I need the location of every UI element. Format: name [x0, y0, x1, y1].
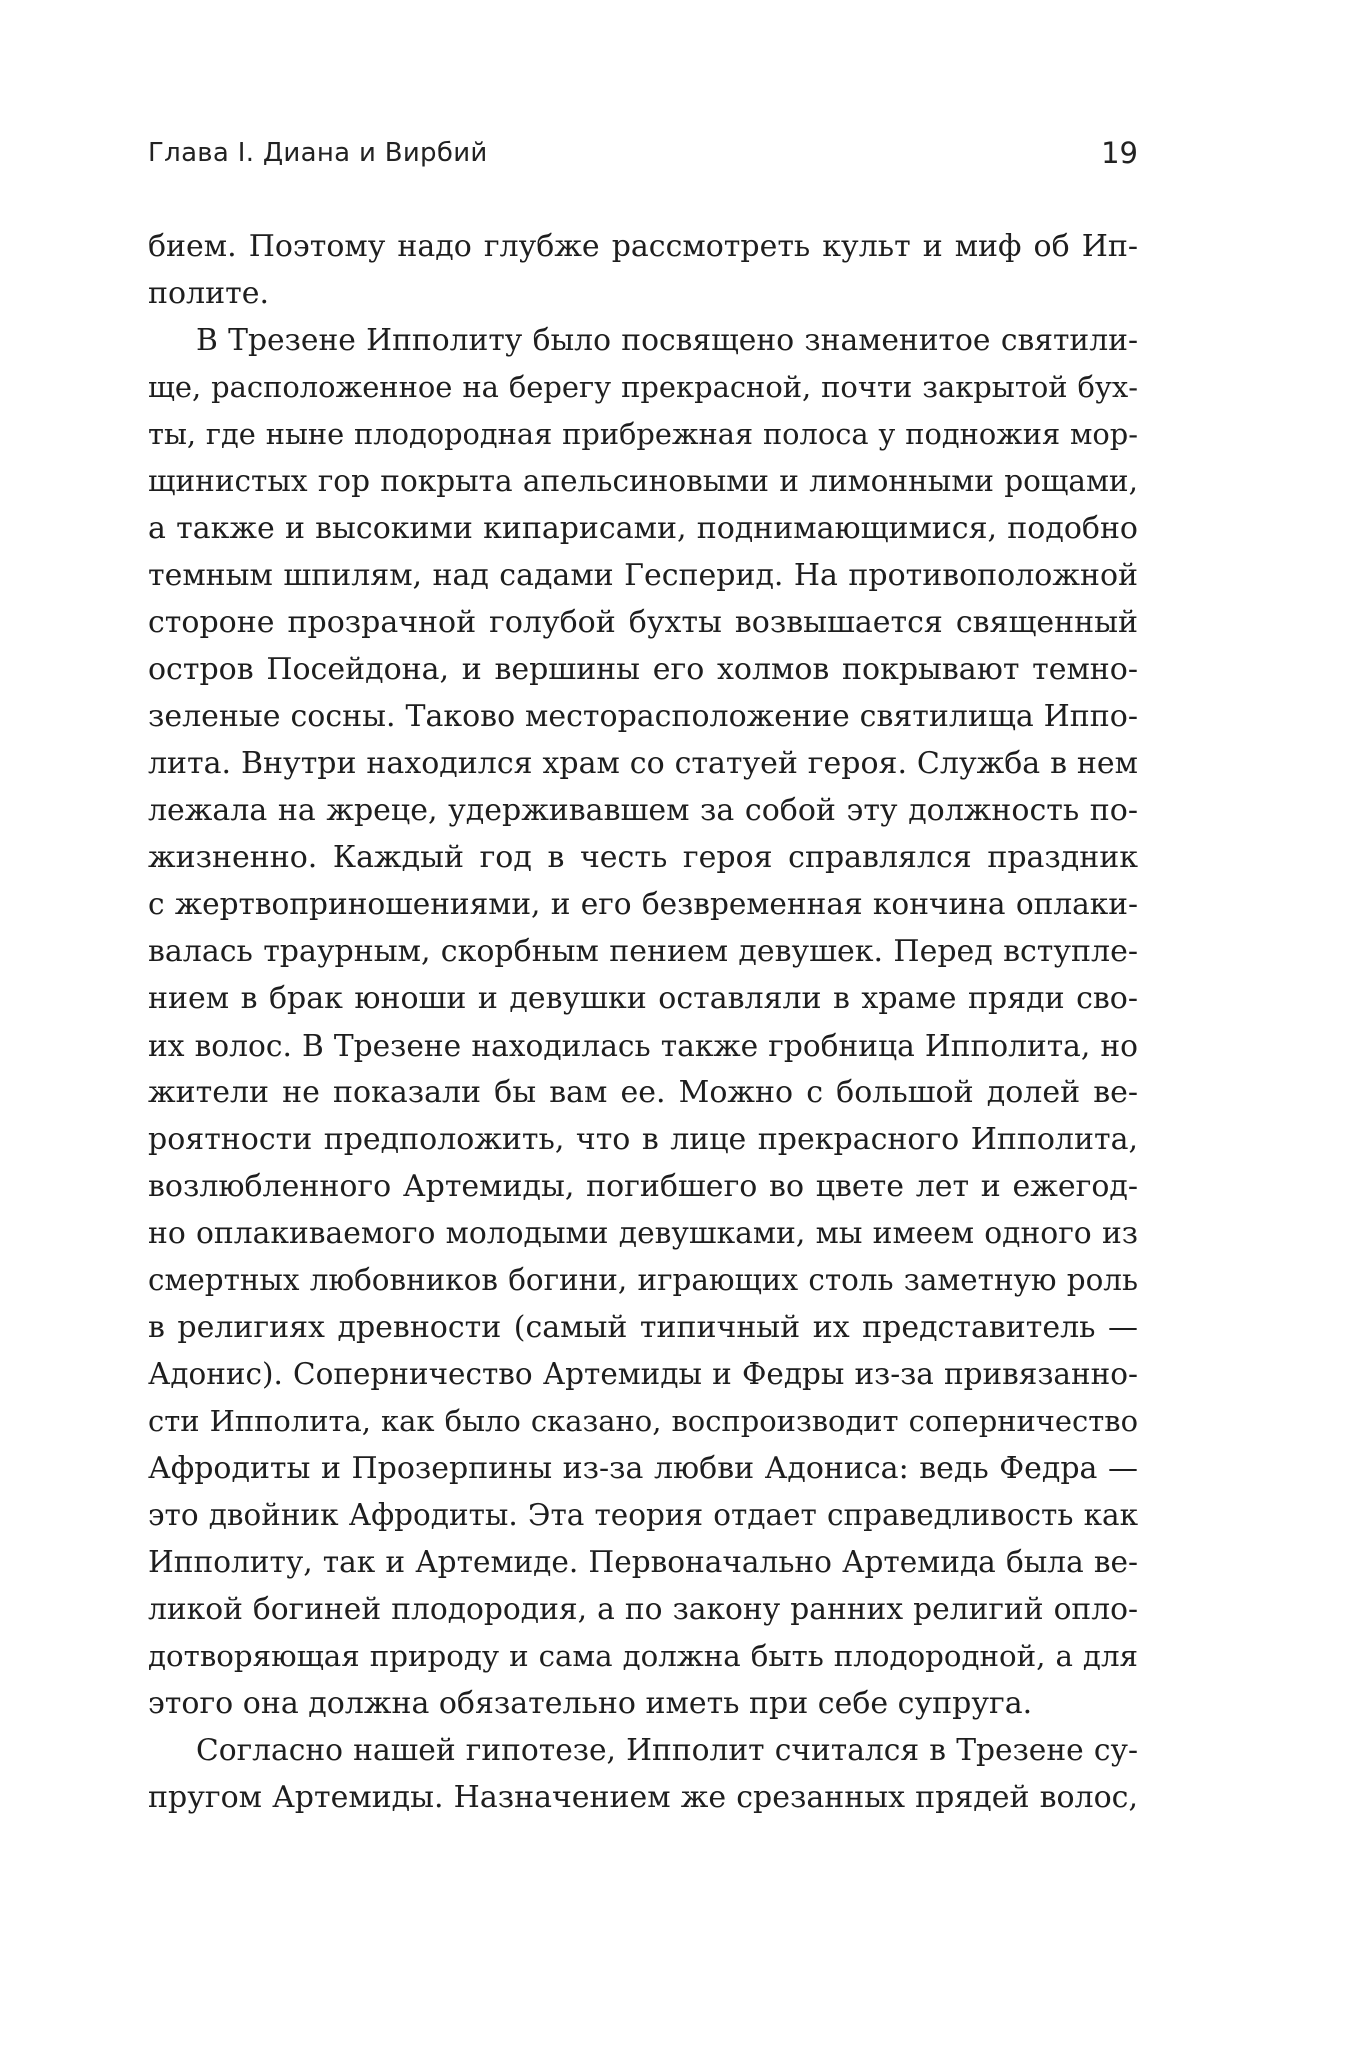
text-line: их волос. В Трезене находилась также гробница Ипполита, но [148, 1028, 1138, 1063]
text-line: Ипполиту, так и Артемиде. Первоначально Артемида была ве- [148, 1545, 1138, 1579]
text-line: темным шпилям, над садами Гесперид. На противоположной [148, 558, 1138, 593]
text-line: сти Ипполита, как было сказано, воспроизводит соперничество [148, 1404, 1138, 1438]
text-line: дотворяющая природу и сама должна быть плодородной, а для [148, 1639, 1138, 1673]
text-line: нием в брак юноши и девушки оставляли в храме пряди сво- [148, 981, 1138, 1016]
text-line: В Трезене Ипполиту было посвящено знаменитое святили- [196, 323, 1138, 358]
text-line: ты, где ныне плодородная прибрежная полоса у подножия мор- [148, 417, 1138, 451]
text-line: валась траурным, скорбным пением девушек. Перед вступле- [148, 934, 1138, 969]
page-number: 19 [1101, 136, 1138, 170]
text-line: Адонис). Соперничество Артемиды и Федры из-за привязанно- [148, 1357, 1138, 1391]
text-line: стороне прозрачной голубой бухты возвышается священный [148, 605, 1138, 640]
text-line: лежала на жреце, удерживавшем за собой эту должность по- [148, 793, 1138, 828]
text-line: возлюбленного Артемиды, погибшего во цвете лет и ежегод- [148, 1169, 1138, 1204]
text-line: Афродиты и Прозерпины из-за любви Адониса: ведь Федра — [148, 1451, 1138, 1486]
text-line: роятности предположить, что в лице прекрасного Ипполита, [148, 1122, 1138, 1157]
text-line: ликой богиней плодородия, а по закону ранних религий опло- [148, 1592, 1138, 1627]
text-line: остров Посейдона, и вершины его холмов покрывают темно- [148, 652, 1138, 687]
text-line: в религиях древности (самый типичный их представитель — [148, 1310, 1138, 1345]
text-line: а также и высокими кипарисами, поднимающимися, подобно [148, 511, 1138, 546]
text-line: щинистых гор покрыта апельсиновыми и лимонными рощами, [148, 464, 1138, 498]
text-line: Согласно нашей гипотезе, Ипполит считался в Трезене су- [196, 1733, 1138, 1768]
body-text [148, 223, 1138, 1821]
running-head [148, 136, 1138, 176]
text-line: бием. Поэтому надо глубже рассмотреть культ и миф об Ип- [148, 229, 1138, 264]
text-line: зеленые сосны. Таково месторасположение святилища Иппо- [148, 699, 1138, 734]
text-line: полите. [148, 276, 269, 311]
text-line: но оплакиваемого молодыми девушками, мы имеем одного из [148, 1216, 1138, 1251]
text-line: этого она должна обязательно иметь при себе супруга. [148, 1686, 1033, 1721]
text-line: с жертвоприношениями, и его безвременная кончина оплаки- [148, 887, 1138, 921]
text-line: пругом Артемиды. Назначением же срезанных прядей волос, [148, 1780, 1138, 1815]
text-line: ще, расположенное на берегу прекрасной, почти закрытой бух- [148, 370, 1138, 404]
chapter-title: Глава I. Диана и Вирбий [148, 138, 488, 168]
text-line: смертных любовников богини, играющих столь заметную роль [148, 1263, 1138, 1297]
text-line: жизненно. Каждый год в честь героя справлялся праздник [148, 840, 1138, 875]
text-line: это двойник Афродиты. Эта теория отдает справедливость как [148, 1498, 1138, 1532]
text-line: лита. Внутри находился храм со статуей героя. Служба в нем [148, 746, 1138, 781]
text-line: жители не показали бы вам ее. Можно с большой долей ве- [148, 1075, 1138, 1110]
